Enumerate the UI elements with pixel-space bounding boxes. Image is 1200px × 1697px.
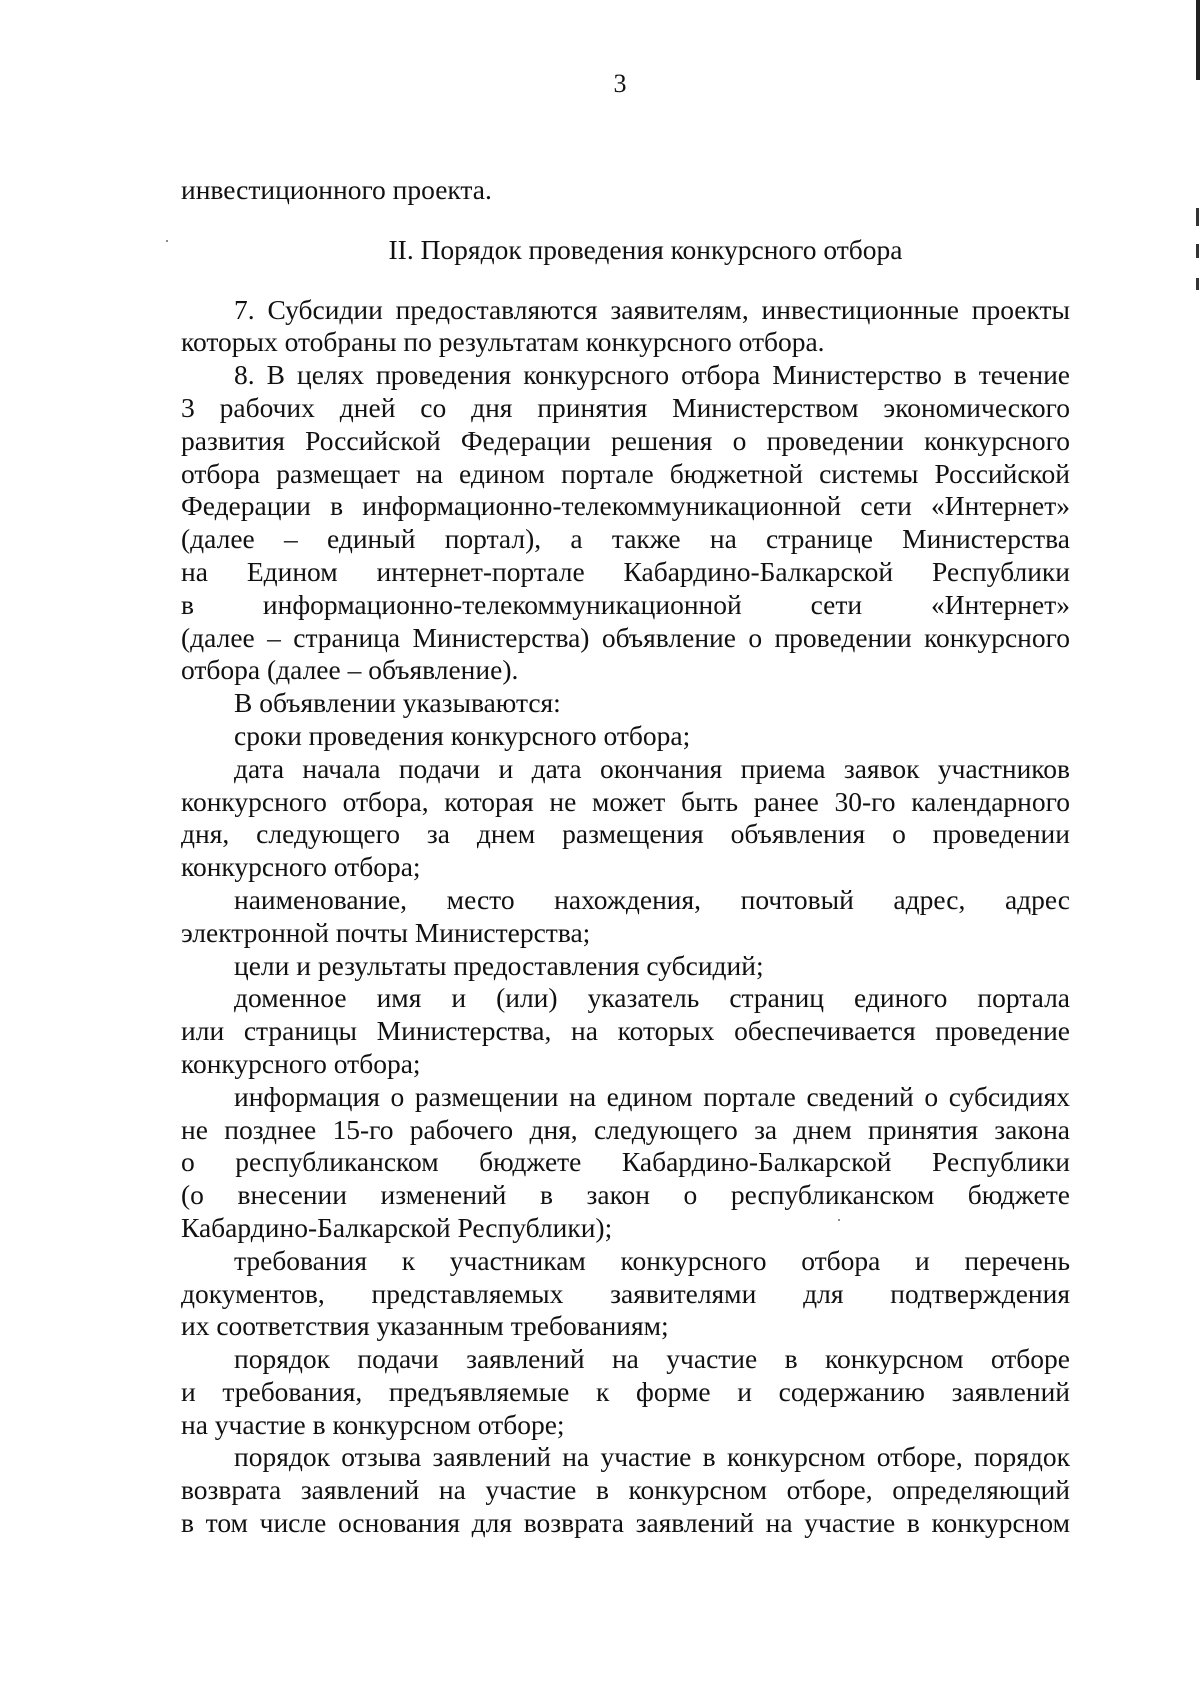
list-item-line: требования к участникам конкурсного отбора и перечень bbox=[234, 1244, 1070, 1276]
paragraph-8-line: на Едином интернет-портале Кабардино-Балкарской Республики bbox=[181, 555, 1070, 587]
scan-mark bbox=[1196, 278, 1199, 290]
list-item-line: конкурсного отбора, которая не может быть ранее 30-го календарного bbox=[181, 785, 1070, 817]
paragraph-8-line: (далее – страница Министерства) объявление о проведении конкурсного bbox=[181, 621, 1070, 653]
list-item-line: наименование, место нахождения, почтовый адрес, адрес bbox=[234, 883, 1070, 915]
list-item-line: цели и результаты предоставления субсидий; bbox=[234, 949, 764, 981]
paragraph-8-line: 8. В целях проведения конкурсного отбора Министерство в течение bbox=[234, 359, 1070, 391]
page-number: 3 bbox=[613, 69, 627, 98]
list-item-line: конкурсного отбора; bbox=[181, 851, 421, 883]
list-item-line: информация о размещении на едином портале сведений о субсидиях bbox=[234, 1080, 1070, 1112]
text-line: инвестиционного проекта. bbox=[181, 174, 492, 205]
list-item-line: в том числе основания для возврата заявлений на участие в конкурсном bbox=[181, 1507, 1070, 1539]
list-item-line: возврата заявлений на участие в конкурсном отборе, определяющий bbox=[181, 1474, 1070, 1506]
section-heading: II. Порядок проведения конкурсного отбора bbox=[388, 233, 903, 265]
list-item-line: дня, следующего за днем размещения объявления о проведении bbox=[181, 818, 1070, 850]
list-item-line: (о внесении изменений в закон о республиканском бюджете bbox=[181, 1179, 1070, 1211]
list-item-line: Кабардино-Балкарской Республики); bbox=[181, 1211, 613, 1243]
list-item-line: не позднее 15-го рабочего дня, следующего за днем принятия закона bbox=[181, 1113, 1070, 1145]
list-item-line: их соответствия указанным требованиям; bbox=[181, 1310, 669, 1342]
list-item-line: доменное имя и (или) указатель страниц единого портала bbox=[234, 982, 1070, 1014]
list-item-line: на участие в конкурсном отборе; bbox=[181, 1408, 565, 1440]
paragraph-8-line: Федерации в информационно-телекоммуникационной сети «Интернет» bbox=[181, 490, 1070, 522]
paragraph-8-line: в информационно-телекоммуникационной сети «Интернет» bbox=[181, 588, 1070, 620]
paragraph-7-line: 7. Субсидии предоставляются заявителям, инвестиционные проекты bbox=[234, 293, 1070, 325]
paragraph-8-line: отбора размещает на едином портале бюджетной системы Российской bbox=[181, 457, 1070, 489]
list-item-line: конкурсного отбора; bbox=[181, 1047, 421, 1079]
scan-mark bbox=[1196, 208, 1199, 226]
paragraph-8-line: отбора (далее – объявление). bbox=[181, 654, 519, 686]
list-item-line: о республиканском бюджете Кабардино-Балкарской Республики bbox=[181, 1146, 1070, 1178]
list-item-line: и требования, предъявляемые к форме и содержанию заявлений bbox=[181, 1375, 1070, 1407]
list-intro-line: В объявлении указываются: bbox=[234, 687, 561, 719]
paragraph-7-line: которых отобраны по результатам конкурсного отбора. bbox=[181, 326, 825, 358]
list-item-line: порядок отзыва заявлений на участие в конкурсном отборе, порядок bbox=[234, 1441, 1070, 1473]
paragraph-8-line: (далее – единый портал), а также на странице Министерства bbox=[181, 523, 1070, 555]
scan-mark bbox=[1196, 244, 1199, 258]
list-item-line: электронной почты Министерства; bbox=[181, 916, 591, 948]
paragraph-8-line: развития Российской Федерации решения о проведении конкурсного bbox=[181, 424, 1070, 456]
document-body bbox=[181, 174, 1070, 1540]
scan-speck bbox=[166, 240, 168, 242]
paragraph-8-line: 3 рабочих дней со дня принятия Министерством экономического bbox=[181, 391, 1070, 423]
list-item-line: дата начала подачи и дата окончания приема заявок участников bbox=[234, 752, 1070, 784]
list-item-line: документов, представляемых заявителями для подтверждения bbox=[181, 1277, 1070, 1309]
list-item-line: сроки проведения конкурсного отбора; bbox=[234, 719, 691, 751]
list-item-line: порядок подачи заявлений на участие в конкурсном отборе bbox=[234, 1343, 1070, 1375]
list-item-line: или страницы Министерства, на которых обеспечивается проведение bbox=[181, 1015, 1070, 1047]
